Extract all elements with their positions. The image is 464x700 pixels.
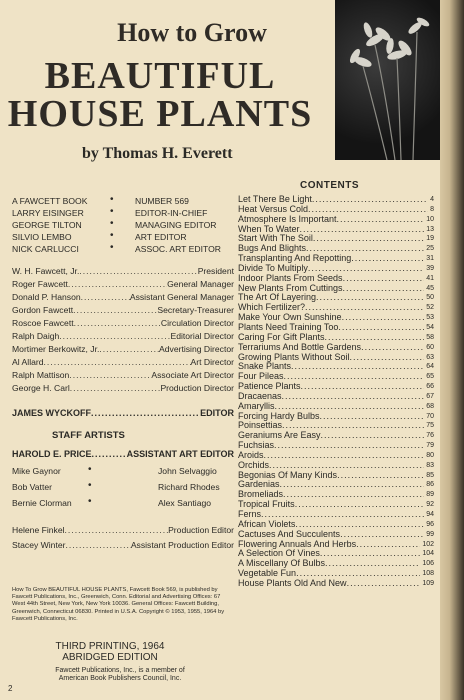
- contents-item-page: 79: [426, 442, 434, 450]
- contents-item-title: Amaryllis: [238, 401, 275, 411]
- production-row: Stacey Winter ..... Assistant Production Editor: [12, 540, 234, 550]
- contents-item: [238, 343, 434, 353]
- bullet: •: [110, 230, 114, 241]
- contents-item-page: 108: [422, 570, 434, 578]
- artist-right-0: John Selvaggio: [158, 466, 217, 476]
- printing-info: [40, 641, 180, 663]
- flower-icon: [335, 0, 440, 160]
- contents-item-page: 80: [426, 451, 434, 459]
- contents-item-page: 89: [426, 491, 434, 499]
- contents-item: [238, 569, 434, 579]
- leader-dots: [264, 451, 425, 461]
- staff-artists-heading: STAFF ARTISTS: [52, 430, 125, 441]
- contents-item-page: 39: [426, 264, 434, 272]
- credit-right-4: ASSOC. ART EDITOR: [135, 244, 221, 254]
- contents-item-page: 52: [426, 304, 434, 312]
- contents-item-title: Forcing Hardy Bulbs: [238, 411, 320, 421]
- contents-item-title: Growing Plants Without Soil: [238, 352, 350, 362]
- contents-heading: CONTENTS: [300, 180, 359, 191]
- leader-dots: [283, 490, 424, 500]
- credit-left-1: LARRY EISINGER: [12, 208, 84, 218]
- leader-dots: [274, 441, 424, 451]
- contents-item-page: 75: [426, 422, 434, 430]
- credit-right-3: ART EDITOR: [135, 232, 187, 242]
- contents-item-title: Fuchsias: [238, 441, 275, 451]
- member-notice: [40, 667, 200, 683]
- leader-dots: [280, 480, 425, 490]
- publication-notice: How To Grow BEAUTIFUL HOUSE PLANTS, Fawcett Book 569, is published by Fawcett Publications, Inc., Greenwich, Conn. Editorial and Advertising Offices: 67 West 44th Street, New York, New York 10036. General Offices: Fawcett Building, Greenwich, Connecticut 06830. Printed in U.S.A. Copyright © 1953, 1955, 1964 by Fawcett Publications, Inc.: [12, 587, 225, 622]
- contents-item-title: Divide To Multiply: [238, 263, 308, 273]
- leader-dots: [282, 392, 425, 402]
- contents-item: [238, 195, 434, 205]
- title-line-1: How to Grow: [117, 18, 267, 47]
- contents-item-title: A Selection Of Vines: [238, 549, 320, 559]
- contents-item-title: Plants Need Training Too: [238, 322, 339, 332]
- contents-item-title: Gardenias: [238, 480, 280, 490]
- officer-row: Gordon Fawcett ..... Secretary-Treasurer: [12, 305, 234, 315]
- leader-dots: [340, 530, 424, 540]
- leader-dots: [313, 234, 424, 244]
- leader-dots: [321, 431, 425, 441]
- contents-item: [238, 480, 434, 490]
- credit-right-0: NUMBER 569: [135, 196, 189, 206]
- officer-row: Ralph Mattison ..... Associate Art Director: [12, 370, 234, 380]
- contents-item: [238, 382, 434, 392]
- contents-item: [238, 293, 434, 303]
- contents-item-page: 68: [426, 402, 434, 410]
- contents-item: [238, 520, 434, 530]
- contents-item-title: African Violets: [238, 519, 296, 529]
- leader-dots: [338, 323, 424, 333]
- leader-dots: [356, 540, 420, 550]
- contents-item-page: 104: [422, 550, 434, 558]
- contents-item-title: Which Fertilizer?: [238, 303, 306, 313]
- contents-list: [238, 195, 434, 589]
- contents-item: [238, 284, 434, 294]
- contents-item-title: Begonias Of Many Kinds: [238, 470, 338, 480]
- contents-item-page: 53: [426, 314, 434, 322]
- officer-row: Roger Fawcett ..... General Manager: [12, 279, 234, 289]
- contents-item-page: 67: [426, 392, 434, 400]
- contents-item-title: Poinsettias: [238, 421, 283, 431]
- leader-dots: [269, 461, 424, 471]
- contents-item-title: Make Your Own Sunshine: [238, 313, 342, 323]
- leader-dots: [351, 254, 424, 264]
- contents-item: [238, 205, 434, 215]
- credit-left-3: SILVIO LEMBO: [12, 232, 72, 242]
- next-page-edge: [440, 0, 464, 700]
- contents-item-page: 86: [426, 481, 434, 489]
- flower-photo: [335, 0, 440, 160]
- contents-item: [238, 421, 434, 431]
- contents-item: [238, 264, 434, 274]
- contents-item: [238, 431, 434, 441]
- contents-item: [238, 500, 434, 510]
- leader-dots: [275, 402, 425, 412]
- bullet: •: [110, 218, 114, 229]
- contents-item: [238, 353, 434, 363]
- contents-item: [238, 313, 434, 323]
- contents-item-title: When To Water: [238, 224, 300, 234]
- artist-right-1: Richard Rhodes: [158, 482, 220, 492]
- credit-left-0: A FAWCETT BOOK: [12, 196, 88, 206]
- contents-item: [238, 244, 434, 254]
- contents-item-title: Caring For Gift Plants: [238, 332, 325, 342]
- bullet: •: [88, 496, 92, 507]
- officer-row: Donald P. Hanson ..... Assistant General Manager: [12, 292, 234, 302]
- leader-dots: [337, 471, 424, 481]
- contents-item-page: 85: [426, 471, 434, 479]
- contents-item: [238, 441, 434, 451]
- title-line-2: BEAUTIFUL: [44, 55, 276, 97]
- officer-row: Mortimer Berkowitz, Jr. ..... Advertising Director: [12, 344, 234, 354]
- contents-item-title: Indoor Plants From Seeds: [238, 273, 343, 283]
- leader-dots: [343, 284, 425, 294]
- contents-item-title: Ferns: [238, 510, 262, 519]
- credit-right-1: EDITOR-IN-CHIEF: [135, 208, 208, 218]
- bullet: •: [110, 242, 114, 253]
- artist-left-0: Mike Gaynor: [12, 466, 61, 476]
- contents-item: [238, 362, 434, 372]
- contents-item-title: Terrariums And Bottle Gardens: [238, 342, 362, 352]
- credit-left-4: NICK CARLUCCI: [12, 244, 79, 254]
- contents-item: [238, 274, 434, 284]
- contents-item: [238, 392, 434, 402]
- contents-item-page: 63: [426, 353, 434, 361]
- leader-dots: [295, 500, 425, 510]
- title-line-3: HOUSE PLANTS: [7, 93, 313, 135]
- editor-row: JAMES WYCKOFF ..... EDITOR: [12, 408, 234, 418]
- contents-item-page: 94: [426, 511, 434, 518]
- leader-dots: [295, 520, 424, 530]
- contents-item: [238, 530, 434, 540]
- leader-dots: [343, 274, 425, 284]
- contents-item: [238, 412, 434, 422]
- credit-right-2: MANAGING EDITOR: [135, 220, 217, 230]
- contents-item-page: 31: [426, 255, 434, 263]
- contents-item-page: 70: [426, 412, 434, 420]
- contents-item-title: Aroids: [238, 450, 264, 460]
- contents-item-title: Patience Plants: [238, 382, 301, 392]
- artist-right-2: Alex Santiago: [158, 498, 212, 508]
- leader-dots: [342, 313, 425, 323]
- member-line-1: Fawcett Publications, Inc., is a member of: [55, 667, 185, 674]
- officer-row: George H. Carl ..... Production Director: [12, 383, 234, 393]
- leader-dots: [282, 421, 424, 431]
- contents-item-page: 45: [426, 284, 434, 292]
- contents-item-title: Atmosphere Is Important: [238, 214, 337, 224]
- contents-item-title: Bromeliads: [238, 490, 284, 500]
- leader-dots: [337, 215, 425, 225]
- contents-item-page: 50: [426, 294, 434, 302]
- leader-dots: [261, 510, 424, 520]
- contents-item: [238, 471, 434, 481]
- contents-item-title: Orchids: [238, 460, 270, 470]
- printing-line-1: THIRD PRINTING, 1964: [55, 641, 165, 652]
- bullet: •: [110, 194, 114, 205]
- contents-item-title: House Plants Old And New: [238, 578, 347, 588]
- bullet: •: [88, 480, 92, 491]
- contents-item-title: Let There Be Light: [238, 195, 312, 204]
- leader-dots: [325, 333, 425, 343]
- officer-row: Al Allard ..... Art Director: [12, 357, 234, 367]
- contents-item-title: Dracaenas: [238, 391, 282, 401]
- contents-item-page: 76: [426, 432, 434, 440]
- contents-item: [238, 333, 434, 343]
- leader-dots: [316, 293, 424, 303]
- contents-item: [238, 215, 434, 225]
- contents-item-title: Bugs And Blights: [238, 244, 307, 254]
- leader-dots: [305, 303, 424, 313]
- contents-item-title: Flowering Annuals And Herbs: [238, 539, 357, 549]
- officer-row: W. H. Fawcett, Jr. ..... President: [12, 266, 234, 276]
- leader-dots: [296, 569, 420, 579]
- contents-item: [238, 303, 434, 313]
- leader-dots: [300, 225, 425, 235]
- leader-dots: [347, 579, 421, 589]
- leader-dots: [308, 205, 428, 215]
- contents-item-title: Snake Plants: [238, 362, 292, 372]
- contents-item-page: 83: [426, 461, 434, 469]
- credit-left-2: GEORGE TILTON: [12, 220, 82, 230]
- contents-item-page: 92: [426, 501, 434, 509]
- contents-item: [238, 254, 434, 264]
- contents-item: [238, 579, 434, 589]
- contents-item: [238, 225, 434, 235]
- page-number: 2: [8, 684, 13, 693]
- assistant-art-editor-row: HAROLD E. PRICE ..... ASSISTANT ART EDITOR: [12, 449, 234, 459]
- contents-item-title: A Miscellany Of Bulbs: [238, 559, 326, 569]
- contents-item-page: 25: [426, 245, 434, 253]
- leader-dots: [361, 343, 424, 353]
- contents-item: [238, 540, 434, 550]
- contents-item-page: 58: [426, 333, 434, 341]
- contents-item-page: 8: [430, 205, 434, 213]
- contents-item-page: 96: [426, 520, 434, 528]
- contents-item: [238, 559, 434, 569]
- byline: by Thomas H. Everett: [82, 145, 233, 162]
- contents-item-page: 4: [430, 196, 434, 203]
- contents-item-page: 13: [426, 225, 434, 233]
- contents-item-page: 106: [422, 560, 434, 568]
- leader-dots: [350, 353, 425, 363]
- leader-dots: [312, 195, 428, 205]
- contents-item-title: Vegetable Fun: [238, 569, 297, 579]
- contents-item-page: 54: [426, 323, 434, 331]
- artist-left-2: Bernie Clorman: [12, 498, 72, 508]
- contents-item-page: 19: [426, 235, 434, 243]
- production-row: Helene Finkel ..... Production Editor: [12, 525, 234, 535]
- bullet: •: [110, 206, 114, 217]
- bullet: •: [88, 464, 92, 475]
- leader-dots: [320, 549, 420, 559]
- contents-item-title: Heat Versus Cold: [238, 204, 309, 214]
- printing-line-2: ABRIDGED EDITION: [62, 652, 158, 663]
- contents-item: [238, 451, 434, 461]
- contents-item-title: Transplanting And Repotting: [238, 254, 352, 264]
- contents-item-title: The Art Of Layering: [238, 293, 317, 303]
- contents-item: [238, 372, 434, 382]
- contents-item: [238, 510, 434, 520]
- contents-item-page: 99: [426, 530, 434, 538]
- contents-item: [238, 402, 434, 412]
- contents-item-title: Cactuses And Succulents: [238, 529, 341, 539]
- contents-item-title: Four Pileas: [238, 372, 284, 382]
- contents-item-page: 41: [426, 274, 434, 282]
- contents-item: [238, 461, 434, 471]
- contents-item-page: 109: [422, 579, 434, 587]
- contents-item: [238, 490, 434, 500]
- contents-item-title: Start With The Soil: [238, 234, 313, 244]
- leader-dots: [291, 362, 424, 372]
- contents-item-page: 64: [426, 363, 434, 371]
- contents-item-title: New Plants From Cuttings: [238, 283, 343, 293]
- contents-item: [238, 323, 434, 333]
- leader-dots: [306, 244, 424, 254]
- leader-dots: [325, 559, 420, 569]
- contents-item-page: 66: [426, 383, 434, 391]
- leader-dots: [284, 372, 425, 382]
- leader-dots: [301, 382, 425, 392]
- contents-item-title: Geraniums Are Easy: [238, 431, 321, 441]
- contents-item: [238, 234, 434, 244]
- contents-item-page: 65: [426, 373, 434, 381]
- artist-left-1: Bob Vatter: [12, 482, 52, 492]
- leader-dots: [308, 264, 424, 274]
- contents-item-page: 10: [426, 215, 434, 223]
- contents-item: [238, 549, 434, 559]
- contents-item-title: Tropical Fruits: [238, 500, 295, 510]
- contents-item-page: 60: [426, 343, 434, 351]
- member-line-2: American Book Publishers Council, Inc.: [58, 675, 182, 682]
- leader-dots: [320, 412, 425, 422]
- contents-item-page: 102: [422, 540, 434, 548]
- officer-row: Ralph Daigh ..... Editorial Director: [12, 331, 234, 341]
- officer-row: Roscoe Fawcett ..... Circulation Director: [12, 318, 234, 328]
